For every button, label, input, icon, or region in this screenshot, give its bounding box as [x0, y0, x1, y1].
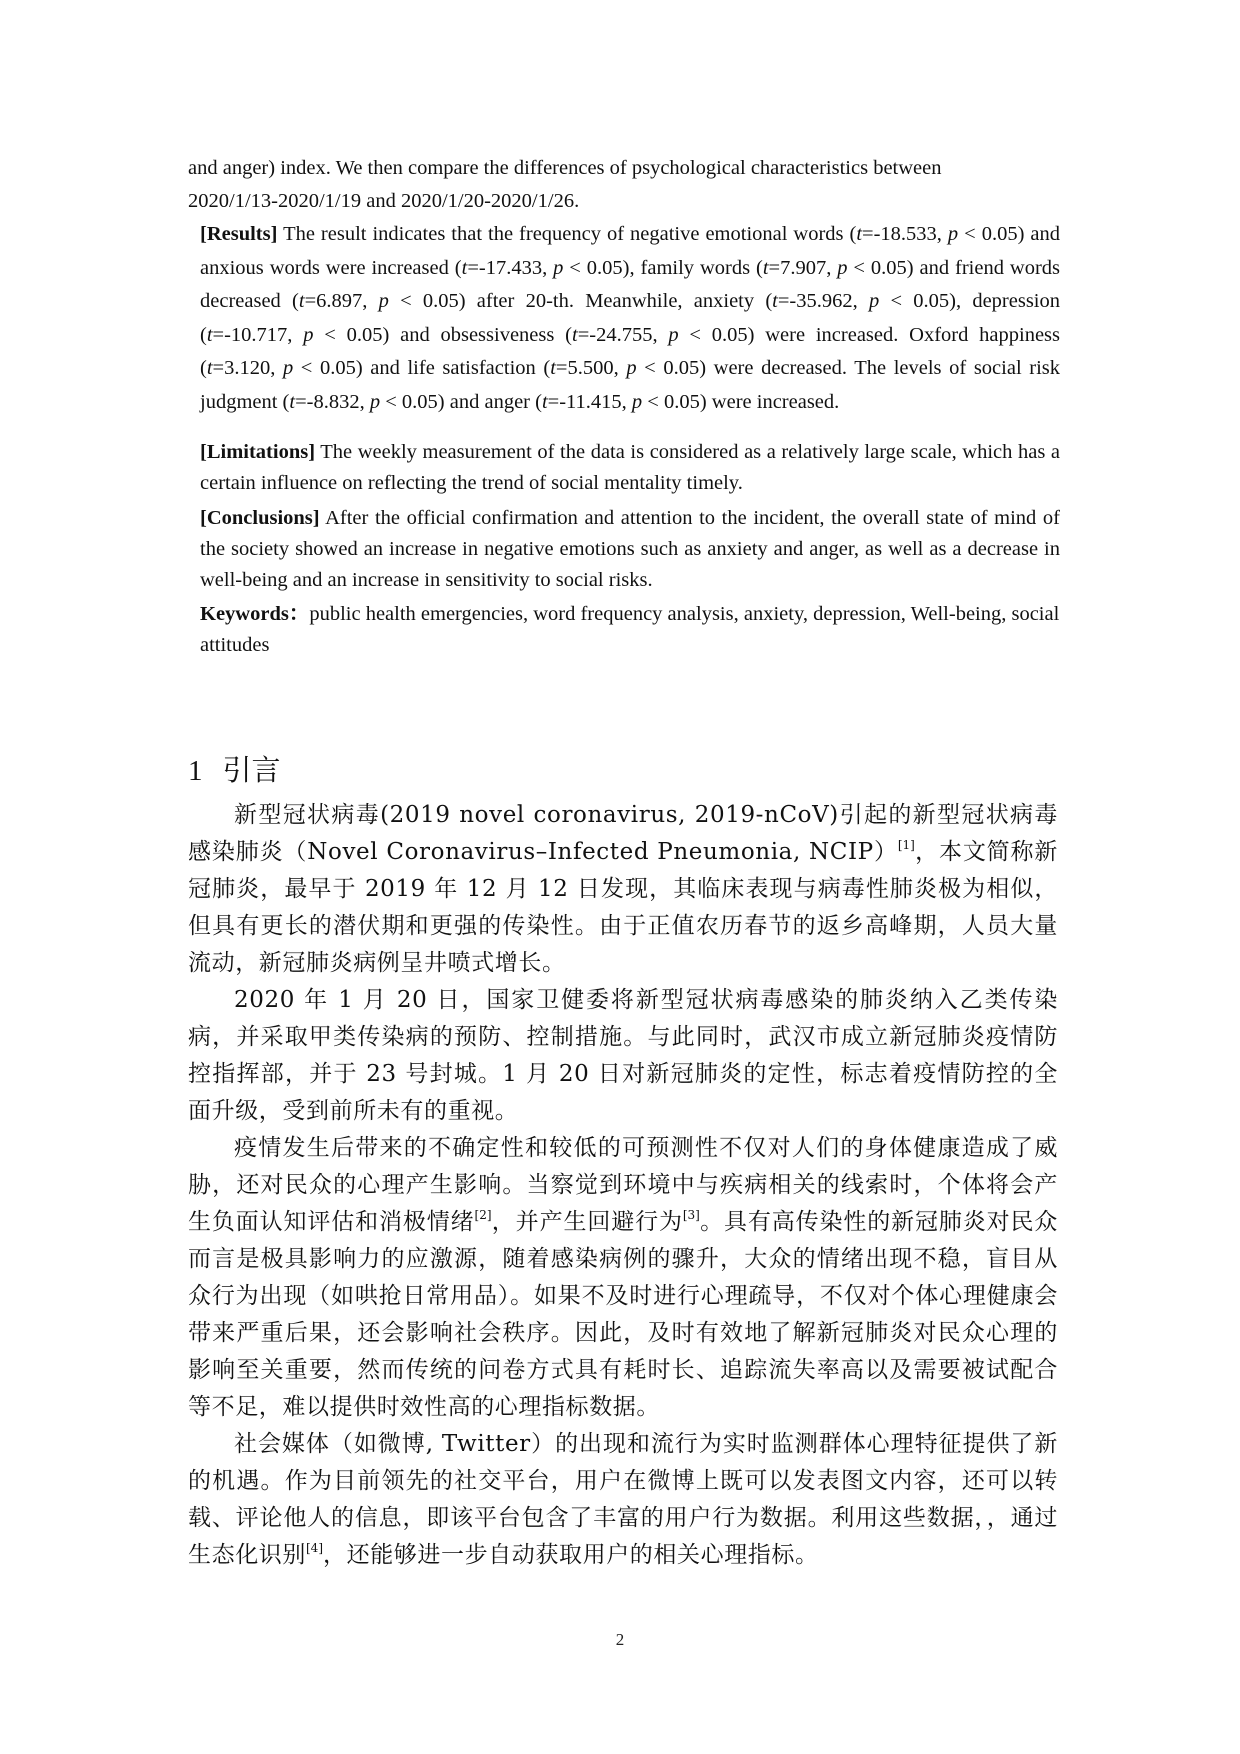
page-number: 2 [615, 1630, 625, 1649]
conclusions-label: [Conclusions] [200, 507, 320, 529]
keywords-text: public health emergencies, word frequency analysis, anxiety, depression, Well-being, social attitudes [200, 603, 1060, 656]
section-heading [188, 748, 281, 789]
body-paragraph-4: 社会媒体（如微博, Twitter）的出现和流行为实时监测群体心理特征提供了新的机遇。作为目前领先的社交平台，用户在微博上既可以发表图文内容，还可以转载、评论他人的信息，即该平台包含了丰富的用户行为数据。利用这些数据，，通过生态化识别[4]，还能够进一步自动获取用户的相关心理指标。 [188, 1431, 1058, 1568]
abstract-results [188, 218, 1060, 419]
body-paragraph-1: 新型冠状病毒(2019 novel coronavirus, 2019-nCoV)引起的新型冠状病毒感染肺炎（Novel Coronavirus–Infected Pneumonia, NCIP）[1]，本文简称新冠肺炎，最早于 2019 年 12 月 12 日发现，其临床表现与病毒性肺炎极为相似，但具有更长的潜伏期和更强的传染性。由于正值农历春节的返乡高峰期，人员大量流动，新冠肺炎病例呈井喷式增长。 [188, 802, 1058, 976]
limitations-label: [Limitations] [200, 441, 316, 463]
abstract-method-line-2: 2020/1/13-2020/1/19 and 2020/1/20-2020/1/26. [188, 190, 580, 212]
citation-4: [4] [306, 1541, 323, 1555]
chinese-body [188, 797, 1058, 1574]
abstract-limitations [188, 437, 1060, 499]
body-paragraph-3: 疫情发生后带来的不确定性和较低的可预测性不仅对人们的身体健康造成了威胁，还对民众的心理产生影响。当察觉到环境中与疾病相关的线索时，个体将会产生负面认知评估和消极情绪[2]，并产生回避行为[3]。具有高传染性的新冠肺炎对民众而言是极具影响力的应激源，随着感染病例的骤升，大众的情绪出现不稳，盲目从众行为出现（如哄抢日常用品）。如果不及时进行心理疏导，不仅对个体心理健康会带来严重后果，还会影响社会秩序。因此，及时有效地了解新冠肺炎对民众心理的影响至关重要，然而传统的问卷方式具有耗时长、追踪流失率高以及需要被试配合等不足，难以提供时效性高的心理指标数据。 [188, 1135, 1058, 1420]
citation-2: [2] [474, 1208, 492, 1222]
abstract-method-tail [188, 152, 1060, 218]
citation-1: [1] [897, 838, 915, 852]
abstract-keywords [188, 599, 1060, 661]
section-number: 1 [188, 755, 203, 787]
abstract-conclusions [188, 503, 1060, 596]
results-text: The result indicates that the frequency of negative emotional words (t=-18.533, p < 0.05) and anxious words were increased (t=-17.433, p < 0.05), family words (t=7.907, p < 0.05) and friend words decreased (t=6.897, p < 0.05) after 20-th. Meanwhile, anxiety (t=-35.962, p < 0.05), depression (t=-10.717, p < 0.05) and obsessiveness (t=-24.755, p < 0.05) were increased. Oxford happiness (t=3.120, p < 0.05) and life satisfaction (t=5.500, p < 0.05) were decreased. The levels of social risk judgment (t=-8.832, p < 0.05) and anger (t=-11.415, p < 0.05) were increased. [200, 223, 1061, 413]
section-title: 引言 [222, 753, 281, 787]
citation-3: [3] [682, 1208, 700, 1222]
conclusions-text: After the official confirmation and attention to the incident, the overall state of mind of the society showed an increase in negative emotions such as anxiety and anger, as well as a decrease in well-being and an increase in sensitivity to social risks. [200, 507, 1060, 591]
limitations-text: The weekly measurement of the data is considered as a relatively large scale, which has a certain influence on reflecting the trend of social mentality timely. [200, 441, 1061, 494]
body-paragraph-2: 2020 年 1 月 20 日，国家卫健委将新型冠状病毒感染的肺炎纳入乙类传染病，并采取甲类传染病的预防、控制措施。与此同时，武汉市成立新冠肺炎疫情防控指挥部，并于 23 号封城。1 月 20 日对新冠肺炎的定性，标志着疫情防控的全面升级，受到前所未有的重视。 [188, 987, 1058, 1124]
results-label: [Results] [200, 223, 278, 245]
abstract-method-line-1: and anger) index. We then compare the differences of psychological characteristics between [188, 157, 942, 179]
keywords-label: Keywords： [200, 603, 310, 625]
english-abstract [188, 152, 1060, 218]
